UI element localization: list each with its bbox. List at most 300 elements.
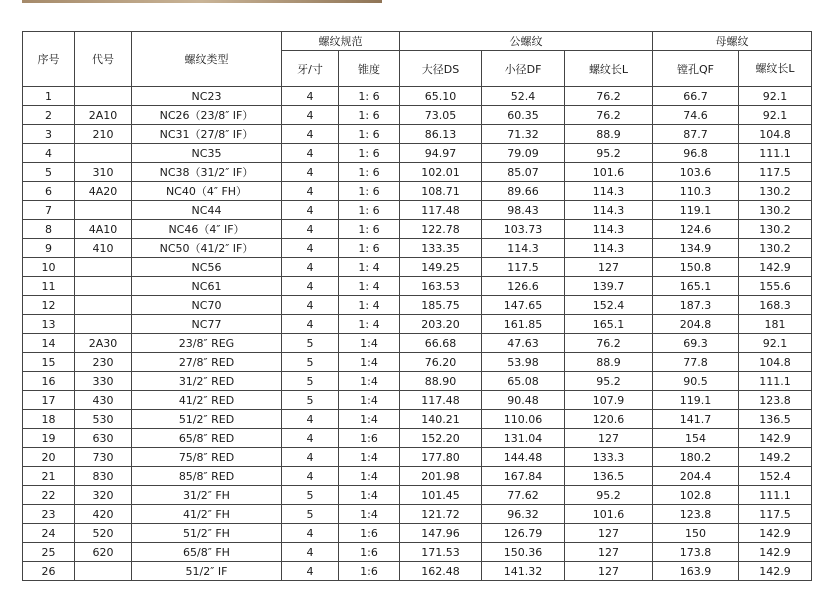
cell-minor-df: 79.09 [482, 144, 565, 163]
table-row [23, 486, 812, 505]
cell-bore-qf: 173.8 [653, 543, 739, 562]
cell-taper: 1: 6 [339, 239, 400, 258]
cell-major-ds: 101.45 [400, 486, 482, 505]
group-header-male-thread: 公螺纹 [400, 32, 653, 51]
cell-minor-df: 96.32 [482, 505, 565, 524]
cell-thread-type: 51/2″ IF [132, 562, 282, 581]
table-row [23, 391, 812, 410]
cell-seq: 5 [23, 163, 75, 182]
cell-minor-df: 90.48 [482, 391, 565, 410]
cell-bore-qf: 119.1 [653, 391, 739, 410]
cell-major-ds: 201.98 [400, 467, 482, 486]
cell-male-length: 136.5 [565, 467, 653, 486]
group-header-female-thread: 母螺纹 [653, 32, 812, 51]
cell-taper: 1:4 [339, 353, 400, 372]
cell-male-length: 127 [565, 429, 653, 448]
cell-tpi: 4 [282, 87, 339, 106]
cell-code [75, 144, 132, 163]
cell-tpi: 4 [282, 467, 339, 486]
cell-code: 2A10 [75, 106, 132, 125]
cell-major-ds: 76.20 [400, 353, 482, 372]
cell-thread-type: 65/8″ RED [132, 429, 282, 448]
cell-bore-qf: 204.4 [653, 467, 739, 486]
cell-thread-type: 23/8″ REG [132, 334, 282, 353]
cell-male-length: 114.3 [565, 239, 653, 258]
cell-male-length: 120.6 [565, 410, 653, 429]
cell-minor-df: 85.07 [482, 163, 565, 182]
cell-thread-type: 41/2″ FH [132, 505, 282, 524]
col-header-tpi: 牙/寸 [282, 51, 339, 87]
cell-female-length: 130.2 [739, 182, 812, 201]
cell-major-ds: 66.68 [400, 334, 482, 353]
cell-code: 310 [75, 163, 132, 182]
table-row [23, 315, 812, 334]
cell-male-length: 88.9 [565, 353, 653, 372]
cell-tpi: 4 [282, 448, 339, 467]
cell-major-ds: 86.13 [400, 125, 482, 144]
cell-female-length: 111.1 [739, 144, 812, 163]
cell-tpi: 5 [282, 334, 339, 353]
cell-taper: 1: 4 [339, 296, 400, 315]
cell-male-length: 114.3 [565, 201, 653, 220]
cell-seq: 4 [23, 144, 75, 163]
col-header-thread-type: 螺纹类型 [132, 32, 282, 87]
cell-tpi: 5 [282, 505, 339, 524]
cell-code: 4A10 [75, 220, 132, 239]
cell-major-ds: 163.53 [400, 277, 482, 296]
cell-tpi: 5 [282, 353, 339, 372]
cell-female-length: 136.5 [739, 410, 812, 429]
cell-minor-df: 77.62 [482, 486, 565, 505]
cell-seq: 6 [23, 182, 75, 201]
cell-male-length: 114.3 [565, 182, 653, 201]
cell-major-ds: 117.48 [400, 201, 482, 220]
cell-seq: 25 [23, 543, 75, 562]
cell-male-length: 101.6 [565, 163, 653, 182]
table-row [23, 410, 812, 429]
cell-major-ds: 152.20 [400, 429, 482, 448]
cell-thread-type: 51/2″ FH [132, 524, 282, 543]
cell-tpi: 4 [282, 296, 339, 315]
cell-code: 520 [75, 524, 132, 543]
cell-bore-qf: 66.7 [653, 87, 739, 106]
cell-major-ds: 73.05 [400, 106, 482, 125]
table-row [23, 296, 812, 315]
cell-thread-type: NC38（31/2″ IF） [132, 163, 282, 182]
cell-taper: 1:4 [339, 448, 400, 467]
cell-taper: 1: 4 [339, 277, 400, 296]
cell-seq: 14 [23, 334, 75, 353]
cell-minor-df: 60.35 [482, 106, 565, 125]
col-header-major-ds: 大径DS [400, 51, 482, 87]
cell-minor-df: 126.6 [482, 277, 565, 296]
cell-female-length: 142.9 [739, 543, 812, 562]
cell-major-ds: 94.97 [400, 144, 482, 163]
cell-thread-type: NC56 [132, 258, 282, 277]
cell-male-length: 95.2 [565, 486, 653, 505]
group-header-thread-spec: 螺纹规范 [282, 32, 400, 51]
cell-major-ds: 122.78 [400, 220, 482, 239]
cell-tpi: 4 [282, 125, 339, 144]
table-row [23, 543, 812, 562]
cell-male-length: 88.9 [565, 125, 653, 144]
cell-code: 430 [75, 391, 132, 410]
cell-code [75, 201, 132, 220]
col-header-bore-qf: 镗孔QF [653, 51, 739, 87]
cell-bore-qf: 163.9 [653, 562, 739, 581]
table-row [23, 163, 812, 182]
cell-major-ds: 149.25 [400, 258, 482, 277]
cell-female-length: 149.2 [739, 448, 812, 467]
cell-tpi: 4 [282, 562, 339, 581]
cell-tpi: 5 [282, 391, 339, 410]
cell-male-length: 76.2 [565, 87, 653, 106]
header-row-top [23, 32, 812, 51]
cell-male-length: 127 [565, 258, 653, 277]
cell-bore-qf: 119.1 [653, 201, 739, 220]
cell-code: 630 [75, 429, 132, 448]
cell-male-length: 95.2 [565, 372, 653, 391]
table-row [23, 334, 812, 353]
cell-bore-qf: 150.8 [653, 258, 739, 277]
cell-taper: 1: 6 [339, 163, 400, 182]
cell-taper: 1:6 [339, 562, 400, 581]
cell-seq: 23 [23, 505, 75, 524]
cell-seq: 16 [23, 372, 75, 391]
col-header-minor-df: 小径DF [482, 51, 565, 87]
cell-seq: 26 [23, 562, 75, 581]
table-row [23, 258, 812, 277]
cell-bore-qf: 96.8 [653, 144, 739, 163]
cell-code: 410 [75, 239, 132, 258]
cell-minor-df: 141.32 [482, 562, 565, 581]
cell-seq: 21 [23, 467, 75, 486]
cell-bore-qf: 124.6 [653, 220, 739, 239]
cell-male-length: 127 [565, 562, 653, 581]
cell-minor-df: 71.32 [482, 125, 565, 144]
cell-tpi: 4 [282, 201, 339, 220]
cell-bore-qf: 103.6 [653, 163, 739, 182]
cell-tpi: 4 [282, 524, 339, 543]
table-row [23, 144, 812, 163]
cell-minor-df: 147.65 [482, 296, 565, 315]
cell-tpi: 4 [282, 106, 339, 125]
thread-spec-table [22, 31, 812, 581]
cell-minor-df: 114.3 [482, 239, 565, 258]
cell-seq: 18 [23, 410, 75, 429]
cell-major-ds: 185.75 [400, 296, 482, 315]
cell-major-ds: 102.01 [400, 163, 482, 182]
table-row [23, 182, 812, 201]
cell-female-length: 152.4 [739, 467, 812, 486]
cell-male-length: 107.9 [565, 391, 653, 410]
cell-female-length: 168.3 [739, 296, 812, 315]
cell-tpi: 5 [282, 372, 339, 391]
cell-bore-qf: 154 [653, 429, 739, 448]
header-image-strip [22, 0, 382, 3]
cell-thread-type: NC70 [132, 296, 282, 315]
cell-seq: 17 [23, 391, 75, 410]
cell-taper: 1: 6 [339, 106, 400, 125]
cell-male-length: 139.7 [565, 277, 653, 296]
cell-bore-qf: 77.8 [653, 353, 739, 372]
cell-taper: 1: 6 [339, 87, 400, 106]
cell-seq: 22 [23, 486, 75, 505]
cell-seq: 20 [23, 448, 75, 467]
cell-female-length: 104.8 [739, 125, 812, 144]
cell-taper: 1:4 [339, 410, 400, 429]
cell-major-ds: 203.20 [400, 315, 482, 334]
cell-minor-df: 117.5 [482, 258, 565, 277]
table-row [23, 106, 812, 125]
cell-code [75, 87, 132, 106]
cell-major-ds: 162.48 [400, 562, 482, 581]
cell-tpi: 4 [282, 410, 339, 429]
cell-taper: 1: 6 [339, 125, 400, 144]
cell-seq: 3 [23, 125, 75, 144]
cell-male-length: 133.3 [565, 448, 653, 467]
cell-code: 330 [75, 372, 132, 391]
cell-seq: 12 [23, 296, 75, 315]
cell-minor-df: 52.4 [482, 87, 565, 106]
cell-female-length: 155.6 [739, 277, 812, 296]
cell-seq: 15 [23, 353, 75, 372]
cell-thread-type: NC50（41/2″ IF） [132, 239, 282, 258]
cell-female-length: 130.2 [739, 220, 812, 239]
cell-taper: 1:4 [339, 334, 400, 353]
cell-code: 830 [75, 467, 132, 486]
cell-tpi: 4 [282, 144, 339, 163]
cell-taper: 1: 6 [339, 182, 400, 201]
cell-taper: 1:4 [339, 372, 400, 391]
cell-female-length: 123.8 [739, 391, 812, 410]
cell-bore-qf: 87.7 [653, 125, 739, 144]
cell-thread-type: NC23 [132, 87, 282, 106]
table-row [23, 277, 812, 296]
cell-code [75, 296, 132, 315]
cell-thread-type: NC26（23/8″ IF） [132, 106, 282, 125]
table-row [23, 467, 812, 486]
cell-taper: 1: 6 [339, 144, 400, 163]
table-row [23, 220, 812, 239]
col-header-seq: 序号 [23, 32, 75, 87]
cell-taper: 1: 4 [339, 315, 400, 334]
cell-bore-qf: 165.1 [653, 277, 739, 296]
cell-male-length: 127 [565, 524, 653, 543]
cell-thread-type: 85/8″ RED [132, 467, 282, 486]
cell-minor-df: 103.73 [482, 220, 565, 239]
col-header-code: 代号 [75, 32, 132, 87]
cell-female-length: 142.9 [739, 429, 812, 448]
cell-thread-type: NC44 [132, 201, 282, 220]
cell-tpi: 4 [282, 258, 339, 277]
cell-seq: 8 [23, 220, 75, 239]
cell-male-length: 114.3 [565, 220, 653, 239]
cell-major-ds: 177.80 [400, 448, 482, 467]
cell-taper: 1: 6 [339, 220, 400, 239]
cell-female-length: 130.2 [739, 239, 812, 258]
cell-male-length: 101.6 [565, 505, 653, 524]
col-header-taper: 锥度 [339, 51, 400, 87]
cell-thread-type: 65/8″ FH [132, 543, 282, 562]
cell-code: 620 [75, 543, 132, 562]
cell-code: 320 [75, 486, 132, 505]
cell-major-ds: 117.48 [400, 391, 482, 410]
table-body [23, 87, 812, 581]
cell-code: 230 [75, 353, 132, 372]
cell-code: 210 [75, 125, 132, 144]
cell-tpi: 4 [282, 220, 339, 239]
cell-seq: 13 [23, 315, 75, 334]
cell-female-length: 181 [739, 315, 812, 334]
cell-female-length: 92.1 [739, 334, 812, 353]
cell-bore-qf: 102.8 [653, 486, 739, 505]
col-header-male-length: 螺纹长L [565, 51, 653, 87]
cell-seq: 10 [23, 258, 75, 277]
cell-female-length: 111.1 [739, 372, 812, 391]
cell-code: 4A20 [75, 182, 132, 201]
table-row [23, 353, 812, 372]
cell-minor-df: 89.66 [482, 182, 565, 201]
cell-major-ds: 65.10 [400, 87, 482, 106]
table-row [23, 448, 812, 467]
cell-major-ds: 121.72 [400, 505, 482, 524]
cell-major-ds: 108.71 [400, 182, 482, 201]
cell-tpi: 4 [282, 315, 339, 334]
cell-bore-qf: 74.6 [653, 106, 739, 125]
cell-bore-qf: 204.8 [653, 315, 739, 334]
cell-bore-qf: 123.8 [653, 505, 739, 524]
cell-female-length: 142.9 [739, 258, 812, 277]
cell-tpi: 5 [282, 486, 339, 505]
cell-thread-type: NC77 [132, 315, 282, 334]
cell-bore-qf: 69.3 [653, 334, 739, 353]
cell-thread-type: NC61 [132, 277, 282, 296]
col-header-female-length: 螺纹长L [739, 51, 812, 87]
cell-bore-qf: 134.9 [653, 239, 739, 258]
cell-seq: 7 [23, 201, 75, 220]
table-row [23, 524, 812, 543]
table-row [23, 505, 812, 524]
cell-bore-qf: 150 [653, 524, 739, 543]
cell-thread-type: NC31（27/8″ IF） [132, 125, 282, 144]
cell-tpi: 4 [282, 277, 339, 296]
cell-bore-qf: 110.3 [653, 182, 739, 201]
cell-female-length: 142.9 [739, 562, 812, 581]
cell-bore-qf: 187.3 [653, 296, 739, 315]
cell-taper: 1:6 [339, 524, 400, 543]
cell-seq: 24 [23, 524, 75, 543]
table-row [23, 125, 812, 144]
cell-female-length: 117.5 [739, 505, 812, 524]
cell-minor-df: 131.04 [482, 429, 565, 448]
cell-minor-df: 126.79 [482, 524, 565, 543]
cell-male-length: 165.1 [565, 315, 653, 334]
cell-female-length: 117.5 [739, 163, 812, 182]
cell-major-ds: 147.96 [400, 524, 482, 543]
table-row [23, 372, 812, 391]
cell-thread-type: 31/2″ RED [132, 372, 282, 391]
cell-male-length: 127 [565, 543, 653, 562]
cell-taper: 1:4 [339, 505, 400, 524]
cell-thread-type: 31/2″ FH [132, 486, 282, 505]
table-row [23, 201, 812, 220]
cell-thread-type: 41/2″ RED [132, 391, 282, 410]
cell-seq: 2 [23, 106, 75, 125]
cell-code: 2A30 [75, 334, 132, 353]
cell-female-length: 111.1 [739, 486, 812, 505]
cell-code [75, 277, 132, 296]
cell-seq: 11 [23, 277, 75, 296]
cell-major-ds: 133.35 [400, 239, 482, 258]
cell-thread-type: NC40（4″ FH） [132, 182, 282, 201]
cell-tpi: 4 [282, 239, 339, 258]
cell-taper: 1:4 [339, 486, 400, 505]
cell-code [75, 562, 132, 581]
cell-minor-df: 144.48 [482, 448, 565, 467]
table-row [23, 562, 812, 581]
cell-bore-qf: 180.2 [653, 448, 739, 467]
cell-minor-df: 110.06 [482, 410, 565, 429]
cell-minor-df: 65.08 [482, 372, 565, 391]
table-row [23, 429, 812, 448]
cell-female-length: 142.9 [739, 524, 812, 543]
cell-female-length: 92.1 [739, 106, 812, 125]
cell-male-length: 76.2 [565, 106, 653, 125]
cell-male-length: 152.4 [565, 296, 653, 315]
cell-minor-df: 47.63 [482, 334, 565, 353]
cell-code [75, 258, 132, 277]
cell-taper: 1:6 [339, 543, 400, 562]
cell-minor-df: 161.85 [482, 315, 565, 334]
cell-male-length: 95.2 [565, 144, 653, 163]
cell-taper: 1: 6 [339, 201, 400, 220]
cell-code [75, 315, 132, 334]
cell-bore-qf: 90.5 [653, 372, 739, 391]
cell-thread-type: NC46（4″ IF） [132, 220, 282, 239]
cell-code: 530 [75, 410, 132, 429]
cell-tpi: 4 [282, 429, 339, 448]
cell-female-length: 130.2 [739, 201, 812, 220]
cell-tpi: 4 [282, 543, 339, 562]
cell-taper: 1:4 [339, 467, 400, 486]
cell-taper: 1:6 [339, 429, 400, 448]
cell-seq: 1 [23, 87, 75, 106]
cell-thread-type: 75/8″ RED [132, 448, 282, 467]
cell-code: 730 [75, 448, 132, 467]
cell-major-ds: 171.53 [400, 543, 482, 562]
cell-major-ds: 88.90 [400, 372, 482, 391]
cell-thread-type: 51/2″ RED [132, 410, 282, 429]
table-row [23, 87, 812, 106]
cell-code: 420 [75, 505, 132, 524]
cell-seq: 9 [23, 239, 75, 258]
cell-taper: 1: 4 [339, 258, 400, 277]
cell-female-length: 92.1 [739, 87, 812, 106]
cell-minor-df: 150.36 [482, 543, 565, 562]
cell-male-length: 76.2 [565, 334, 653, 353]
cell-thread-type: NC35 [132, 144, 282, 163]
cell-bore-qf: 141.7 [653, 410, 739, 429]
cell-minor-df: 98.43 [482, 201, 565, 220]
cell-seq: 19 [23, 429, 75, 448]
cell-major-ds: 140.21 [400, 410, 482, 429]
cell-tpi: 4 [282, 182, 339, 201]
cell-female-length: 104.8 [739, 353, 812, 372]
cell-minor-df: 167.84 [482, 467, 565, 486]
cell-thread-type: 27/8″ RED [132, 353, 282, 372]
cell-minor-df: 53.98 [482, 353, 565, 372]
